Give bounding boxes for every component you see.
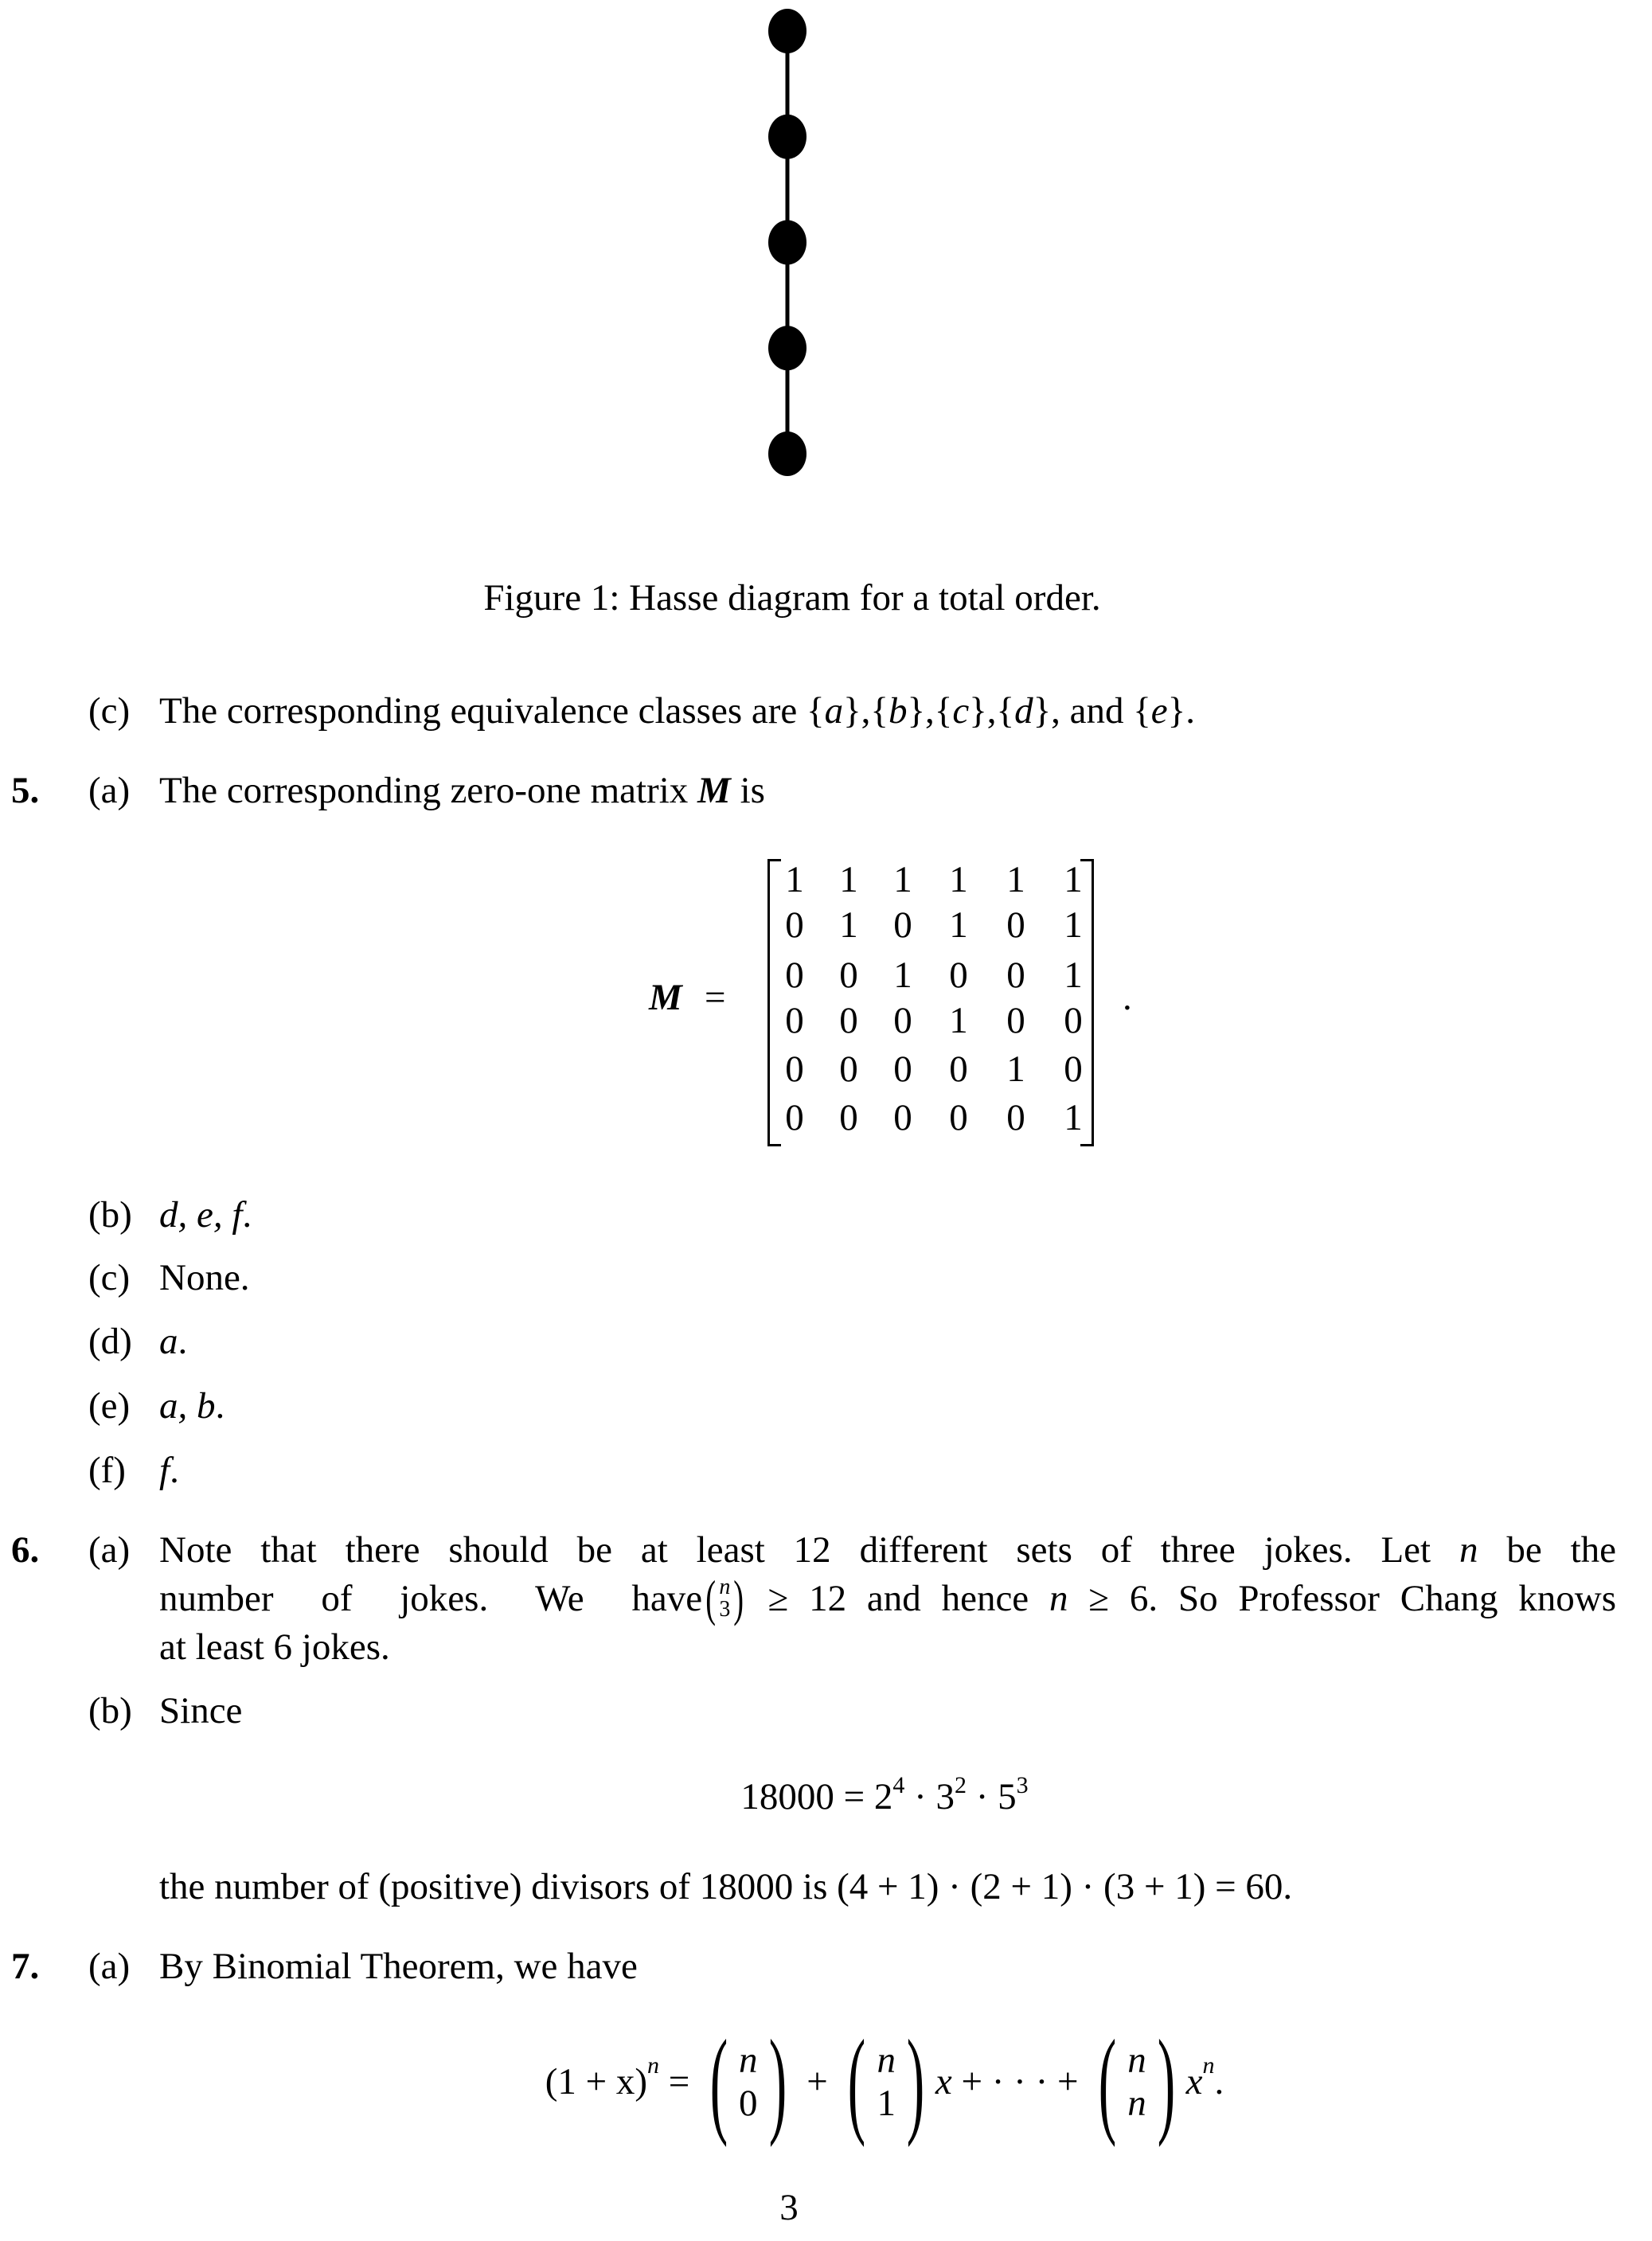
- answer-text: [159, 1259, 250, 1297]
- divisor-count-text: the number of (positive) divisors of 18000 is (4 + 1) · (2 + 1) · (3 + 1) = 60.: [159, 1866, 1293, 1907]
- matrix-intro-text: [159, 772, 765, 810]
- text-segment: .: [178, 1321, 188, 1362]
- matrix-cell: 1: [1064, 955, 1083, 996]
- matrix-cell: 0: [785, 955, 804, 996]
- exponent: n: [1202, 2052, 1215, 2079]
- text-segment: },{: [969, 690, 1015, 732]
- matrix-cell: 1: [1064, 1097, 1083, 1138]
- item-label: (e): [88, 1385, 131, 1427]
- matrix-cell: 0: [785, 1097, 804, 1138]
- matrix-cell: 0: [785, 1048, 804, 1090]
- matrix-cell: 0: [785, 904, 804, 946]
- matrix-name: M: [649, 977, 682, 1018]
- matrix-cell: 0: [839, 1000, 858, 1041]
- answer-text: [159, 1385, 225, 1427]
- matrix-cell: 0: [1006, 1000, 1025, 1041]
- paragraph-line: [159, 1570, 1616, 1626]
- matrix-cell: 0: [949, 1097, 968, 1138]
- math-variable: d, e, f: [159, 1194, 243, 1236]
- text-segment: .: [170, 1450, 179, 1491]
- matrix-cell: 0: [949, 1048, 968, 1090]
- answer-text: Since: [159, 1690, 243, 1732]
- item-label: (c): [88, 1257, 131, 1298]
- matrix-cell: 1: [949, 904, 968, 946]
- binom-top: n: [877, 2039, 896, 2081]
- text-segment: The corresponding zero-one matrix: [159, 770, 698, 811]
- matrix-cell: 1: [785, 859, 804, 900]
- binomial-coefficient: [702, 1570, 748, 1626]
- equals-sign: =: [705, 977, 726, 1018]
- matrix-cell: 0: [839, 1097, 858, 1138]
- math-variable: c: [952, 690, 970, 732]
- text-segment: },{: [907, 690, 953, 732]
- matrix-cell: 0: [893, 1097, 912, 1138]
- matrix-cell: 0: [1064, 1000, 1083, 1041]
- binom-bottom: 3: [719, 1597, 731, 1622]
- binomial-theorem-equation: [0, 2016, 1652, 2148]
- eq-part: 18000 = 2: [740, 1776, 893, 1817]
- binomial-coefficient: ( n 0 ): [709, 2016, 787, 2148]
- math-variable: M: [697, 770, 731, 811]
- eq-part: +: [797, 2060, 838, 2102]
- matrix-period: .: [1123, 977, 1132, 1018]
- math-variable: d: [1014, 690, 1033, 732]
- binom-bottom: 0: [739, 2083, 758, 2124]
- question-number: 6.: [11, 1529, 40, 1571]
- matrix-cell: 0: [1006, 904, 1025, 946]
- item-label: (d): [88, 1321, 132, 1362]
- text-segment: be the: [1478, 1529, 1617, 1571]
- matrix-cell: 0: [893, 1000, 912, 1041]
- binom-bottom: 1: [877, 2083, 896, 2124]
- matrix-cell: 1: [1064, 859, 1083, 900]
- matrix-cell: 1: [1006, 1048, 1025, 1090]
- binom-top: n: [1127, 2039, 1146, 2081]
- exponent: 3: [1016, 1772, 1029, 1798]
- eq-part: · 3: [904, 1776, 955, 1817]
- math-variable: n: [1049, 1577, 1068, 1619]
- matrix-cell: 1: [949, 1000, 968, 1041]
- text-segment: Note that there should be at least 12 different sets of three jokes. Let: [159, 1529, 1459, 1571]
- eq-part: x: [935, 2060, 952, 2102]
- hasse-node: [768, 326, 806, 370]
- hasse-diagram: [0, 0, 1652, 509]
- matrix-cell: 0: [893, 904, 912, 946]
- text: number of jokes. We have: [159, 1577, 703, 1619]
- hasse-node: [768, 115, 806, 159]
- matrix-cell: 1: [949, 859, 968, 900]
- eq-part: =: [659, 2060, 700, 2102]
- math-variable: a: [824, 690, 844, 732]
- answer-text: [159, 1323, 187, 1361]
- math-variable: a: [159, 1321, 178, 1362]
- matrix-cell: 1: [893, 955, 912, 996]
- item-label: (a): [88, 1946, 131, 1987]
- item-label: (b): [88, 1194, 132, 1236]
- item-label: (a): [88, 1529, 131, 1571]
- answer-text: By Binomial Theorem, we have: [159, 1946, 638, 1987]
- math-variable: f: [159, 1450, 170, 1491]
- page-number: 3: [779, 2187, 799, 2228]
- exponent: 2: [955, 1772, 967, 1798]
- text-segment: }.: [1167, 690, 1195, 732]
- exponent: n: [647, 2052, 660, 2079]
- matrix-cell: 0: [839, 1048, 858, 1090]
- binom-top: n: [719, 1575, 731, 1599]
- item-label: (b): [88, 1690, 132, 1732]
- math-variable: n: [1459, 1529, 1478, 1571]
- paragraph-line: at least 6 jokes.: [159, 1626, 390, 1668]
- binom-bottom: n: [1127, 2083, 1146, 2124]
- eq-part: x: [1185, 2060, 1203, 2102]
- text-segment: ≥ 6. So Professor Chang knows: [1068, 1577, 1616, 1619]
- text-segment: },{: [843, 690, 888, 732]
- text-segment: }, and {: [1033, 690, 1151, 732]
- matrix-cell: 0: [1006, 955, 1025, 996]
- matrix-cell: 0: [785, 1000, 804, 1041]
- text-segment: is: [730, 770, 765, 811]
- text-segment: .: [215, 1385, 225, 1427]
- math-variable: b: [888, 690, 908, 732]
- paragraph-line: [159, 1529, 1617, 1571]
- hasse-node: [768, 9, 806, 53]
- eq-part: (1 + x): [545, 2060, 648, 2102]
- binom-top: n: [739, 2039, 758, 2081]
- question-number: 7.: [11, 1946, 40, 1987]
- eq-part: · 5: [967, 1776, 1017, 1817]
- exponent: 4: [892, 1772, 905, 1798]
- matrix-cell: 0: [1064, 1048, 1083, 1090]
- math-variable: e: [1150, 690, 1168, 732]
- figure-caption: Figure 1: Hasse diagram for a total order.: [483, 577, 1101, 619]
- text-segment: ≥ 12 and hence: [747, 1577, 1049, 1619]
- matrix-cell: 1: [1006, 859, 1025, 900]
- item-label: (f): [88, 1450, 126, 1491]
- binomial-coefficient: ( n 1 ): [848, 2016, 925, 2148]
- factorization-equation: [0, 1772, 1652, 1817]
- equivalence-classes-text: [159, 690, 1195, 732]
- matrix-cell: 0: [839, 955, 858, 996]
- math-variable: a, b: [159, 1385, 216, 1427]
- matrix-cell: 1: [839, 904, 858, 946]
- text-segment: The corresponding equivalence classes are {: [159, 690, 825, 732]
- matrix-cell: 0: [893, 1048, 912, 1090]
- right-paren: ): [733, 1570, 744, 1626]
- left-paren: (: [705, 1570, 717, 1626]
- question-number: 5.: [11, 770, 40, 811]
- answer-text: [159, 1452, 179, 1489]
- matrix-cell: 1: [1064, 904, 1083, 946]
- text-segment: None.: [159, 1257, 250, 1298]
- item-label: (c): [88, 690, 131, 732]
- eq-part: + · · · +: [951, 2060, 1088, 2102]
- binomial-coefficient: ( n n ): [1098, 2016, 1175, 2148]
- matrix-cell: 0: [1006, 1097, 1025, 1138]
- hasse-node: [768, 431, 806, 476]
- item-label: (a): [88, 770, 131, 811]
- matrix-cell: 1: [839, 859, 858, 900]
- text-segment: .: [242, 1194, 252, 1236]
- answer-text: [159, 1194, 252, 1236]
- text: [747, 1577, 1616, 1619]
- matrix-cell: 0: [949, 955, 968, 996]
- eq-part: .: [1214, 2060, 1224, 2102]
- matrix-cell: 1: [893, 859, 912, 900]
- hasse-node: [768, 221, 806, 265]
